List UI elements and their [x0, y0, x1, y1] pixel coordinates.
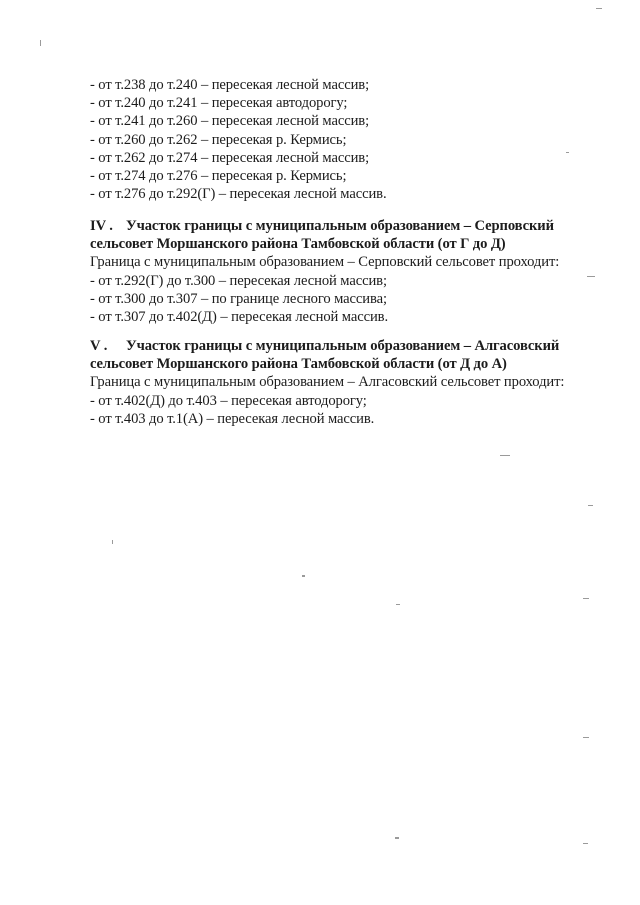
list-item: - от т.292(Г) до т.300 – пересекая лесной массив; [90, 272, 387, 289]
section-number: V . [90, 338, 108, 354]
scan-speck [40, 40, 41, 46]
list-item: - от т.300 до т.307 – по границе лесного массива; [90, 290, 387, 307]
section-heading-line1: Участок границы с муниципальным образованием – Алгасовский [126, 338, 560, 354]
list-item: - от т.238 до т.240 – пересекая лесной массив; [90, 77, 370, 93]
section-intro: Граница с муниципальным образованием – Алгасовский сельсовет проходит: [90, 374, 565, 391]
scan-speck [396, 604, 400, 605]
section-4 [90, 217, 610, 326]
section-heading-line2: сельсовет Моршанского района Тамбовской области (от Д до А) [90, 356, 507, 373]
section-number: IV . [90, 218, 113, 234]
section-heading-line2: сельсовет Моршанского района Тамбовской области (от Г до Д) [90, 236, 506, 253]
list-item: - от т.240 до т.241 – пересекая автодорогу; [90, 95, 348, 112]
boundary-list-top [90, 76, 610, 203]
list-item: - от т.402(Д) до т.403 – пересекая автодорогу; [90, 392, 367, 409]
section-heading [90, 217, 610, 235]
list-item: - от т.307 до т.402(Д) – пересекая лесной массив. [90, 309, 389, 326]
section-5 [90, 337, 610, 428]
scan-speck [500, 455, 510, 456]
scan-speck [566, 152, 569, 153]
section-heading-line1: Участок границы с муниципальным образованием – Серповский [126, 218, 554, 234]
list-item: - от т.276 до т.292(Г) – пересекая лесной массив. [90, 186, 387, 203]
scan-speck [583, 737, 589, 738]
scan-speck [588, 505, 593, 506]
section-heading [90, 337, 610, 355]
list-item: - от т.262 до т.274 – пересекая лесной массив; [90, 149, 370, 166]
list-item: - от т.241 до т.260 – пересекая лесной массив; [90, 113, 370, 130]
scan-speck [583, 843, 588, 844]
scan-speck [112, 540, 113, 544]
scan-speck [583, 598, 589, 599]
scan-speck [587, 276, 595, 277]
scan-speck [395, 837, 399, 839]
list-item: - от т.403 до т.1(А) – пересекая лесной массив. [90, 410, 375, 427]
scan-speck [596, 8, 602, 9]
list-item: - от т.274 до т.276 – пересекая р. Кермись; [90, 168, 347, 185]
scan-speck [302, 575, 305, 577]
section-intro: Граница с муниципальным образованием – Серповский сельсовет проходит: [90, 254, 560, 271]
list-item: - от т.260 до т.262 – пересекая р. Кермись; [90, 131, 347, 148]
